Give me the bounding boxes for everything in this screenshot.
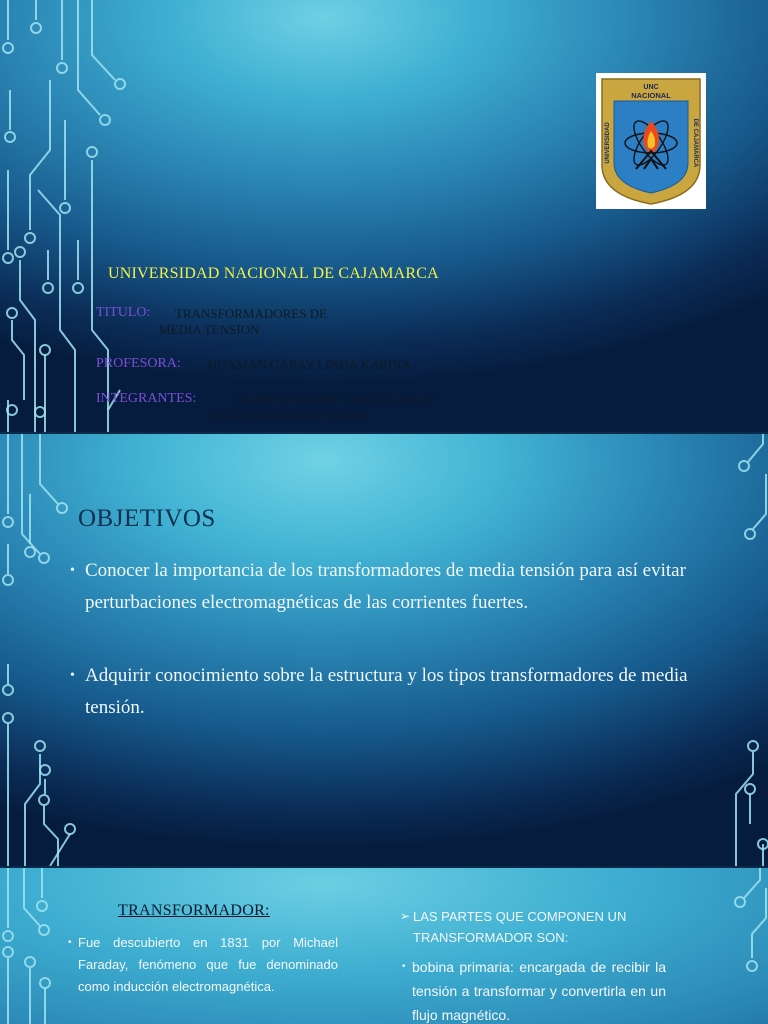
objetivo-text: Conocer la importancia de los transformadores de media tensión para así evitar perturbaciones electromagnéticas de las corrientes fuertes. (85, 560, 686, 613)
transformador-title: TRANSFORMADOR: (118, 902, 270, 919)
objetivo-text: Adquirir conocimiento sobre la estructura y los tipos transformadores de media tensión. (85, 665, 688, 718)
arrow-bullet-icon: ➢ (400, 909, 411, 923)
titulo-value-line2: MEDIA TENSION (159, 322, 260, 337)
objetivos-title: OBJETIVOS (78, 505, 216, 532)
objetivo-bullet (70, 660, 690, 724)
logo-text-unc: UNC (643, 84, 659, 91)
bullet-dot: • (70, 563, 75, 578)
circuit-decoration-left (0, 434, 90, 866)
logo-text-nacional: NACIONAL (631, 91, 671, 100)
titulo-label: TITULO: (96, 305, 151, 320)
bullet-dot: • (70, 668, 75, 683)
integrante-1: CARRIÓN POMPA VIOLETA DALIS (233, 392, 437, 407)
partes-heading (400, 906, 670, 948)
faraday-bullet (68, 932, 338, 998)
bobina-text: bobina primaria: encargada de recibir la tensión a transformar y convertirla en un flujo magnético. (412, 959, 666, 1023)
circuit-decoration-right (708, 434, 768, 866)
objetivo-bullet (70, 555, 690, 619)
circuit-decoration-right (708, 868, 768, 1024)
profesora-value: HUAMÁN GARAY LINDA KARINA (208, 357, 412, 372)
logo-text-de-cajamarca: DE CAJAMARCA (692, 118, 698, 168)
partes-heading-text: LAS PARTES QUE COMPONEN UN TRANSFORMADOR SON: (413, 909, 627, 945)
university-title: UNIVERSIDAD NACIONAL DE CAJAMARCA (108, 265, 439, 282)
bobina-bullet (402, 955, 666, 1024)
title-slide (0, 0, 768, 432)
integrante-2: CELIZ HERNÁNDEZ DANIA (205, 408, 370, 423)
titulo-value-line1: TRANSFORMADORES DE (175, 306, 328, 321)
university-logo-seal (596, 73, 706, 209)
integrantes-label: INTEGRANTES: (96, 391, 197, 406)
transformador-slide (0, 868, 768, 1024)
objetivos-slide (0, 434, 768, 866)
logo-text-universidad: UNIVERSIDAD (605, 122, 611, 164)
bullet-dot: • (402, 961, 406, 972)
faraday-text: Fue descubierto en 1831 por Michael Faraday, fenómeno que fue denominado como inducción electromagnética. (78, 935, 338, 994)
profesora-label: PROFESORA: (96, 356, 181, 371)
bullet-dot: • (68, 937, 72, 948)
